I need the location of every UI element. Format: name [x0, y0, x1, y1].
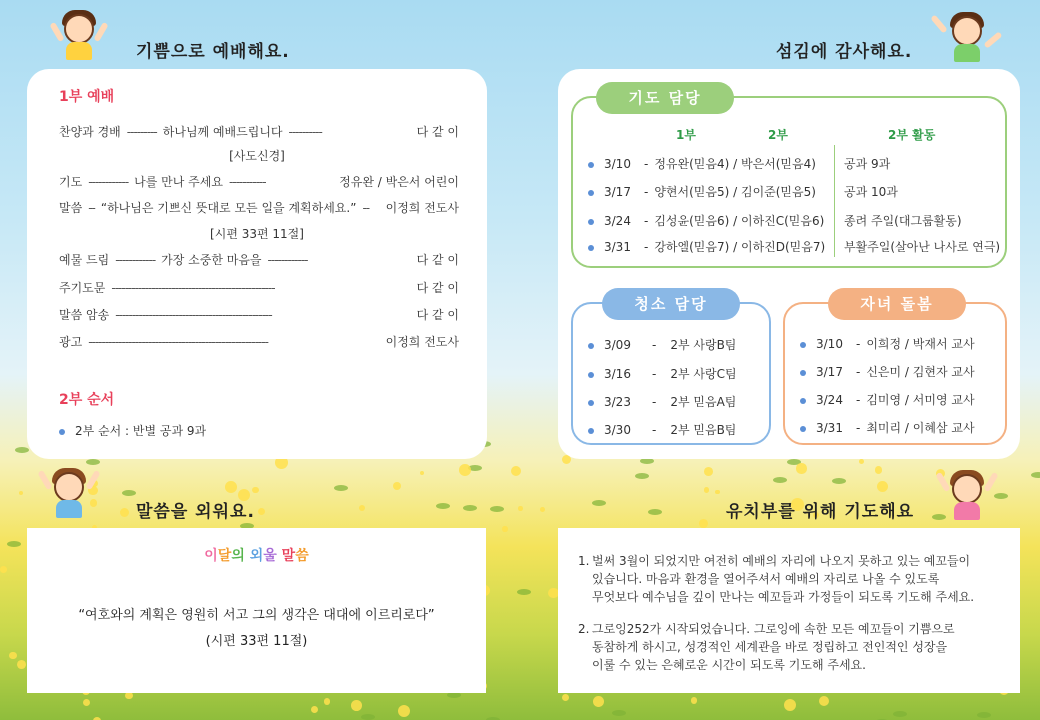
bullet-icon [588, 372, 594, 378]
prayer-col-1: 1부 [676, 128, 696, 142]
worship-row-dash: -- [362, 201, 370, 215]
pray-section-title: 유치부를 위해 기도해요 [726, 502, 915, 522]
childcare-dash: - [856, 421, 861, 435]
childcare-row [800, 419, 975, 436]
cleaning-row [588, 365, 737, 382]
verse-title-char: 의 [231, 548, 250, 564]
flower-decoration [490, 506, 504, 512]
prayer-row [588, 183, 816, 200]
verse-title-char: 말 [281, 548, 296, 564]
childcare-dash: - [856, 337, 861, 351]
cleaning-date: 3/30 [604, 423, 631, 437]
worship1-title [59, 86, 114, 106]
cleaning-team: 2부 믿음A팀 [670, 395, 737, 409]
prayer-col-2: 2부 [768, 128, 788, 142]
childcare-date: 3/10 [816, 337, 843, 351]
prayer-names: 김성윤(믿음6) / 이하진C(믿음6) [654, 214, 825, 228]
flower-decoration [635, 473, 649, 479]
flower-decoration [877, 481, 888, 492]
flower-decoration [258, 508, 265, 515]
thanks-section-title: 섬김에 감사해요. [776, 42, 913, 62]
cleaning-label: 청소 담당 [602, 288, 740, 320]
flower-decoration [773, 477, 787, 483]
cleaning-row [588, 393, 736, 410]
bullet-icon [800, 342, 806, 348]
worship-row-item: 하나님께 예배드립니다 [162, 125, 283, 139]
worship-row [59, 306, 459, 323]
flower-decoration [361, 714, 375, 720]
verse-title-char: 이 [204, 548, 218, 564]
worship-row-dash: -- [88, 201, 95, 215]
worship-row-person: 이정희 전도사 [385, 335, 459, 349]
worship2-title-text: 2부 순서 [59, 392, 115, 408]
bullet-icon [59, 429, 65, 435]
flower-decoration [704, 487, 709, 492]
flower-decoration [704, 467, 713, 476]
childcare-date: 3/24 [816, 393, 843, 407]
verse-title [27, 545, 486, 565]
flower-decoration [592, 500, 606, 506]
flower-decoration [359, 505, 366, 512]
prayer-topic-line: 이룰 수 있는 은혜로운 시간이 되도록 기도해 주세요. [592, 658, 866, 672]
worship-row-person: 다 같 이 [416, 125, 459, 139]
bullet-icon [800, 398, 806, 404]
verse-title-char: 외 [249, 548, 264, 564]
childcare-row [800, 335, 975, 352]
prayer-names: 양현서(믿음5) / 김이준(믿음5) [654, 185, 816, 199]
worship-row-item: “하나님은 기쁘신 뜻대로 모든 일을 계획하세요.” [100, 201, 357, 215]
flower-decoration [7, 541, 21, 547]
flower-decoration [715, 490, 720, 495]
bullet-icon [588, 343, 594, 349]
child-illustration-top-left [52, 8, 106, 62]
worship-row-dash: ------------------------------------------------------ [88, 335, 269, 349]
verse-title-char: 씀 [295, 548, 309, 564]
flower-decoration [120, 508, 129, 517]
cleaning-team: 2부 사랑B팀 [670, 338, 737, 352]
worship-row-note: [사도신경] [229, 149, 285, 163]
childcare-names: 최미리 / 이혜삼 교사 [866, 421, 975, 435]
childcare-names: 이희정 / 박재서 교사 [866, 337, 975, 351]
worship-row-dash: ------------ [267, 253, 308, 267]
cleaning-team: 2부 사랑C팀 [670, 367, 737, 381]
flower-decoration [459, 464, 471, 476]
flower-decoration [334, 485, 348, 491]
childcare-date: 3/31 [816, 421, 843, 435]
prayer-date: 3/10 [604, 157, 631, 171]
prayer-row [588, 155, 816, 172]
worship-row-label: 말씀 [59, 201, 83, 215]
prayer-topic-line: 벌써 3월이 되었지만 여전히 예배의 자리에 나오지 못하고 있는 예꼬들이 [592, 554, 971, 568]
flower-decoration [540, 507, 545, 512]
child-illustration-bottom-right [940, 468, 994, 522]
thanks-card [558, 69, 1020, 459]
flower-decoration [893, 711, 907, 717]
flower-decoration [562, 694, 569, 701]
worship-row [59, 199, 459, 216]
flower-decoration [463, 505, 477, 511]
cleaning-team: 2부 믿음B팀 [670, 423, 737, 437]
prayer-divider [834, 145, 835, 257]
cleaning-row [588, 421, 736, 438]
flower-decoration [784, 699, 796, 711]
worship-row-dash: ---------- [288, 125, 322, 139]
worship-section-title: 기쁨으로 예배해요. [136, 42, 290, 62]
prayer-dash: - [644, 214, 649, 228]
cleaning-date: 3/16 [604, 367, 631, 381]
worship-row [59, 173, 459, 190]
verse-card [27, 528, 486, 693]
bullet-icon [588, 162, 594, 168]
flower-decoration [832, 478, 846, 484]
bullet-icon [588, 190, 594, 196]
flower-decoration [859, 459, 864, 464]
childcare-dash: - [856, 393, 861, 407]
flower-decoration [225, 481, 237, 493]
worship2-item-text: 2부 순서 : 반별 공과 9과 [75, 424, 207, 438]
flower-decoration [502, 526, 507, 531]
prayer-dash: - [644, 185, 649, 199]
verse-text: “여호와의 계획은 영원히 서고 그의 생각은 대대에 이르리로다” [78, 608, 435, 623]
prayer-row [588, 212, 824, 229]
worship2-title [59, 389, 114, 409]
worship-order-card [27, 69, 487, 459]
worship-row-person: 다 같 이 [416, 281, 459, 295]
flower-decoration [648, 509, 662, 515]
childcare-label: 자녀 돌봄 [828, 288, 966, 320]
prayer-activity: 공과 10과 [844, 185, 898, 199]
prayer-dash: - [644, 157, 649, 171]
flower-decoration [518, 506, 523, 511]
worship-row [59, 279, 459, 296]
worship-row-label: 찬양과 경배 [59, 125, 121, 139]
flower-decoration [17, 660, 26, 669]
flower-decoration [15, 447, 29, 453]
cleaning-dash: - [652, 423, 657, 437]
childcare-names: 김미영 / 서미영 교사 [866, 393, 975, 407]
cleaning-date: 3/09 [604, 338, 631, 352]
flower-decoration [699, 519, 708, 528]
prayer-row [588, 238, 825, 255]
prayer-activity: 부활주일(살아난 나사로 연극) [844, 240, 1001, 254]
flower-decoration [517, 589, 531, 595]
flower-decoration [593, 696, 604, 707]
worship-row-dash: ------------ [88, 175, 129, 189]
worship-row-person: 다 같 이 [416, 308, 459, 322]
cleaning-row [588, 336, 736, 353]
worship-row-note: [시편 33편 11절] [210, 227, 304, 241]
worship-row-person: 이정희 전도사 [385, 201, 459, 215]
worship-row-dash: ----------------------------------------------- [115, 308, 272, 322]
prayer-names: 강하엘(믿음7) / 이하진D(믿음7) [654, 240, 826, 254]
prayer-col-3: 2부 활동 [888, 128, 936, 142]
verse-title-char: 달 [217, 548, 232, 564]
prayer-topic-line: 무엇보다 예수님을 깊이 만나는 예꼬들과 가정들이 되도록 기도해 주세요. [592, 590, 975, 604]
memorize-section-title: 말씀을 외워요. [136, 502, 255, 522]
flower-decoration [447, 692, 461, 698]
prayer-topic-number: 2. [578, 622, 590, 636]
worship2-item [59, 422, 206, 439]
childcare-row [800, 363, 975, 380]
childcare-row [800, 391, 975, 408]
worship-row-item: 나를 만나 주세요 [134, 175, 223, 189]
bullet-icon [800, 370, 806, 376]
prayer-date: 3/17 [604, 185, 631, 199]
cleaning-dash: - [652, 395, 657, 409]
bullet-icon [800, 426, 806, 432]
flower-decoration [819, 696, 829, 706]
worship-row-label: 말씀 암송 [59, 308, 110, 322]
worship-row-label: 주기도문 [59, 281, 106, 295]
bullet-icon [588, 219, 594, 225]
bullet-icon [588, 400, 594, 406]
flower-decoration [612, 710, 626, 716]
prayer-topic-line: 있습니다. 마음과 환경을 열어주셔서 예배의 자리로 나올 수 있도록 [592, 572, 940, 586]
prayer-topic-number: 1. [578, 554, 590, 568]
worship-row-person: 다 같 이 [416, 253, 459, 267]
flower-decoration [436, 503, 450, 509]
flower-decoration [83, 699, 90, 706]
flower-decoration [324, 698, 330, 704]
prayer-dash: - [644, 240, 649, 254]
childcare-dash: - [856, 365, 861, 379]
worship-row-label: 기도 [59, 175, 83, 189]
flower-decoration [977, 712, 991, 718]
worship-row-dash: ------------ [115, 253, 156, 267]
bullet-icon [588, 428, 594, 434]
child-illustration-top-right [940, 10, 994, 64]
flower-decoration [19, 491, 23, 495]
worship-row-label: 예물 드림 [59, 253, 110, 267]
prayer-names: 정유완(믿음4) / 박은서(믿음4) [654, 157, 816, 171]
prayer-topic-line: 그로잉252가 시작되었습니다. 그로잉에 속한 모든 예꼬들이 기쁨으로 [592, 622, 955, 636]
flower-decoration [86, 459, 100, 465]
verse-title-char: 울 [263, 548, 282, 564]
flower-decoration [252, 487, 258, 493]
prayer-topic-line: 동참하게 하시고, 성경적인 세계관을 바로 정립하고 전인적인 성장을 [592, 640, 948, 654]
cleaning-dash: - [652, 367, 657, 381]
flower-decoration [0, 566, 7, 573]
prayer-topics-card [558, 528, 1020, 693]
prayer-activity: 종려 주일(대그룹활동) [844, 214, 962, 228]
flower-decoration [875, 466, 883, 474]
flower-decoration [511, 466, 521, 476]
flower-decoration [796, 463, 806, 473]
worship-row-item: 가장 소중한 마음을 [161, 253, 262, 267]
child-illustration-bottom-left [42, 466, 96, 520]
prayer-activity: 공과 9과 [844, 157, 891, 171]
flower-decoration [691, 697, 698, 704]
worship-row [59, 333, 459, 350]
childcare-date: 3/17 [816, 365, 843, 379]
flower-decoration [122, 490, 136, 496]
cleaning-dash: - [652, 338, 657, 352]
childcare-names: 신은미 / 김현자 교사 [866, 365, 975, 379]
prayer-duty-label: 기도 담당 [596, 82, 734, 114]
worship-row-dash: --------- [126, 125, 157, 139]
worship-row-label: 광고 [59, 335, 83, 349]
flower-decoration [420, 471, 425, 476]
flower-decoration [398, 705, 411, 718]
flower-decoration [9, 652, 17, 660]
bullet-icon [588, 245, 594, 251]
verse-reference: (시편 33편 11절) [205, 634, 308, 649]
worship-row-dash: ----------- [228, 175, 266, 189]
prayer-date: 3/24 [604, 214, 631, 228]
worship-row-person: 정유완 / 박은서 어린이 [339, 175, 459, 189]
worship-row [59, 123, 459, 140]
flower-decoration [994, 493, 1008, 499]
flower-decoration [311, 706, 318, 713]
flower-decoration [351, 700, 362, 711]
flower-decoration [1031, 472, 1040, 478]
cleaning-date: 3/23 [604, 395, 631, 409]
worship-row-dash: ------------------------------------------------- [111, 281, 275, 295]
worship1-title-text: 1부 예배 [59, 89, 115, 105]
flower-decoration [393, 482, 401, 490]
prayer-date: 3/31 [604, 240, 631, 254]
worship-row [59, 251, 459, 268]
